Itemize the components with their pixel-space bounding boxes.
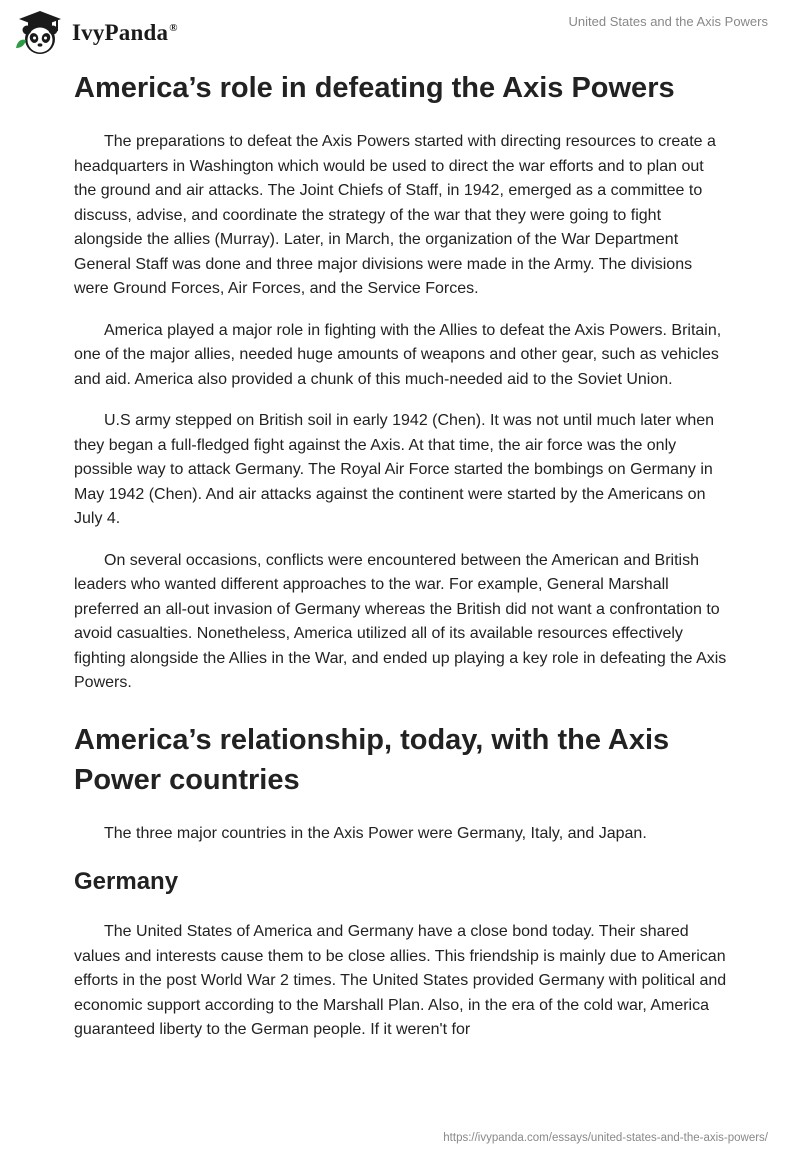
paragraph: On several occasions, conflicts were encountered between the American and British leaders who wanted different approaches to the war. For example, General Marshall preferred an all-out invasion of Germany whereas the British did not want a confrontation to avoid casualties. Nonetheless, America utilized all of its available resources effectively fighting alongside the Allies in the War, and ended up playing a key role in defeating the Axis Powers. (74, 551, 727, 691)
paragraph: America played a major role in fighting with the Allies to defeat the Axis Powers. Britain, one of the major allies, needed huge amounts of weapons and other gear, such as vehicles and aid. America also provided a chunk of this much-needed aid to the Soviet Union. (74, 321, 722, 388)
paragraph: The United States of America and Germany have a close bond today. Their shared values and interests cause them to be close allies. This friendship is mainly due to American efforts in the post World War 2 times. The United States provided Germany with political and economic support according to the Marshall Plan. Also, in the era of the cold war, America guaranteed liberty to the German people. If it weren't for (74, 923, 727, 1038)
logo-wordmark: IvyPanda® (72, 20, 178, 45)
paragraph: The three major countries in the Axis Power were Germany, Italy, and Japan. (104, 824, 647, 842)
essay-content (74, 68, 730, 1043)
paragraph: U.S army stepped on British soil in early 1942 (Chen). It was not until much later when they began a full-fledged fight against the Axis. At that time, the air force was the only possible way to attack Germany. The Royal Air Force started the bombings on Germany in May 1942 (Chen). And air attacks against the continent were started by the Americans on July 4. (74, 412, 715, 527)
panda-graduate-icon (14, 8, 66, 58)
source-url-link[interactable]: https://ivypanda.com/essays/united-states-and-the-axis-powers/ (443, 1132, 768, 1144)
page-header (0, 0, 800, 70)
section-heading-relationship: America’s relationship, today, with the Axis Power countries (74, 723, 670, 796)
section-heading-role: America’s role in defeating the Axis Powers (74, 72, 675, 104)
paragraph: The preparations to defeat the Axis Powers started with directing resources to create a headquarters in Washington which would be used to direct the war efforts and to plan out the ground and air attacks. The Joint Chiefs of Staff, in 1942, emerged as a committee to discuss, advise, and coordinate the strategy of the war that they were going to fight alongside the allies (Murray). Later, in March, the organization of the War Department General Staff was done and three major divisions were made in the Army. The divisions were Ground Forces, Air Forces, and the Service Forces. (74, 133, 716, 297)
subsection-heading-germany: Germany (74, 868, 179, 895)
ivypanda-logo[interactable] (14, 8, 189, 58)
document-title: United States and the Axis Powers (568, 14, 768, 29)
